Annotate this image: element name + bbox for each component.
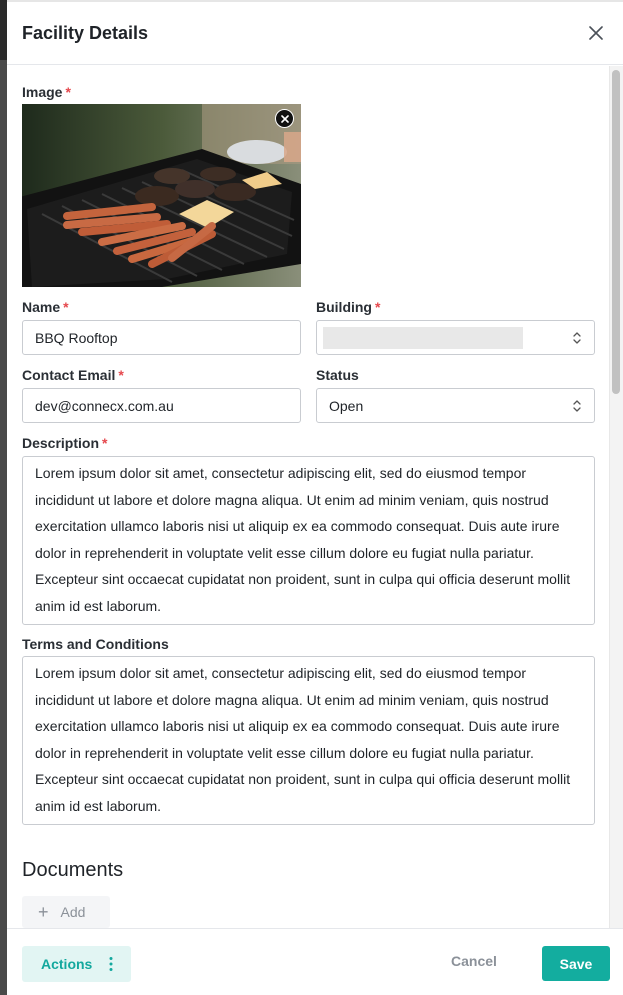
remove-image-button[interactable] (275, 109, 294, 128)
more-vertical-icon (109, 956, 113, 972)
contact-email-value: dev@connecx.com.au (35, 397, 174, 414)
add-document-button[interactable] (22, 896, 110, 928)
name-field[interactable] (22, 320, 301, 355)
modal-title: Facility Details (22, 22, 149, 43)
status-value: Open (329, 397, 364, 414)
actions-button[interactable] (22, 946, 131, 982)
description-value: Lorem ipsum dolor sit amet, consectetur adipiscing elit, sed do eiusmod tempor incididunt ut labore et dolore magna aliqua. Ut enim ad minim veniam, quis nostrud exercitation ullamco laboris nisi ut aliquip ex ea commodo consequat. Duis aute irure dolor in reprehenderit in voluptate velit esse cillum dolore eu fugiat nulla pariatur. Excepteur sint occaecat cupidatat non proident, sunt in culpa qui officia deserunt mollit anim id est laborum. (35, 465, 571, 614)
image-label: Image * (22, 84, 71, 100)
modal-header (7, 2, 623, 65)
facility-image (22, 104, 301, 287)
modal-footer (7, 928, 623, 995)
building-value-redacted (323, 327, 523, 349)
description-textarea[interactable] (22, 456, 595, 625)
terms-label: Terms and Conditions (22, 636, 169, 652)
building-label: Building * (316, 299, 381, 315)
background-page-edge (0, 0, 7, 995)
terms-textarea[interactable] (22, 656, 595, 825)
scrollbar-thumb[interactable] (612, 70, 620, 394)
contact-email-label: Contact Email * (22, 367, 124, 383)
status-select[interactable] (316, 388, 595, 423)
plus-icon: + (38, 902, 49, 922)
chevron-up-down-icon (572, 399, 582, 413)
description-label: Description * (22, 435, 108, 451)
terms-value: Lorem ipsum dolor sit amet, consectetur adipiscing elit, sed do eiusmod tempor incididunt ut labore et dolore magna aliqua. Ut enim ad minim veniam, quis nostrud exercitation ullamco laboris nisi ut aliquip ex ea commodo consequat. Duis aute irure dolor in reprehenderit in voluptate velit esse cillum dolore eu fugiat nulla pariatur. Excepteur sint occaecat cupidatat non proident, sunt in culpa qui officia deserunt mollit anim id est laborum. (35, 665, 571, 814)
name-value: BBQ Rooftop (35, 329, 118, 346)
scrollbar[interactable] (609, 66, 623, 928)
close-button[interactable] (584, 21, 608, 45)
status-label: Status (316, 367, 359, 383)
chevron-up-down-icon (572, 331, 582, 345)
modal-body[interactable] (7, 66, 623, 928)
close-icon (589, 26, 603, 40)
actions-label: Actions (41, 956, 93, 972)
remove-image-icon (281, 115, 289, 123)
documents-heading: Documents (22, 859, 124, 881)
contact-email-field[interactable] (22, 388, 301, 423)
cancel-button[interactable]: Cancel (451, 953, 497, 969)
building-select[interactable] (316, 320, 595, 355)
name-label: Name * (22, 299, 69, 315)
save-button[interactable]: Save (542, 946, 610, 981)
add-label: Add (60, 904, 86, 920)
facility-details-modal (7, 0, 623, 995)
